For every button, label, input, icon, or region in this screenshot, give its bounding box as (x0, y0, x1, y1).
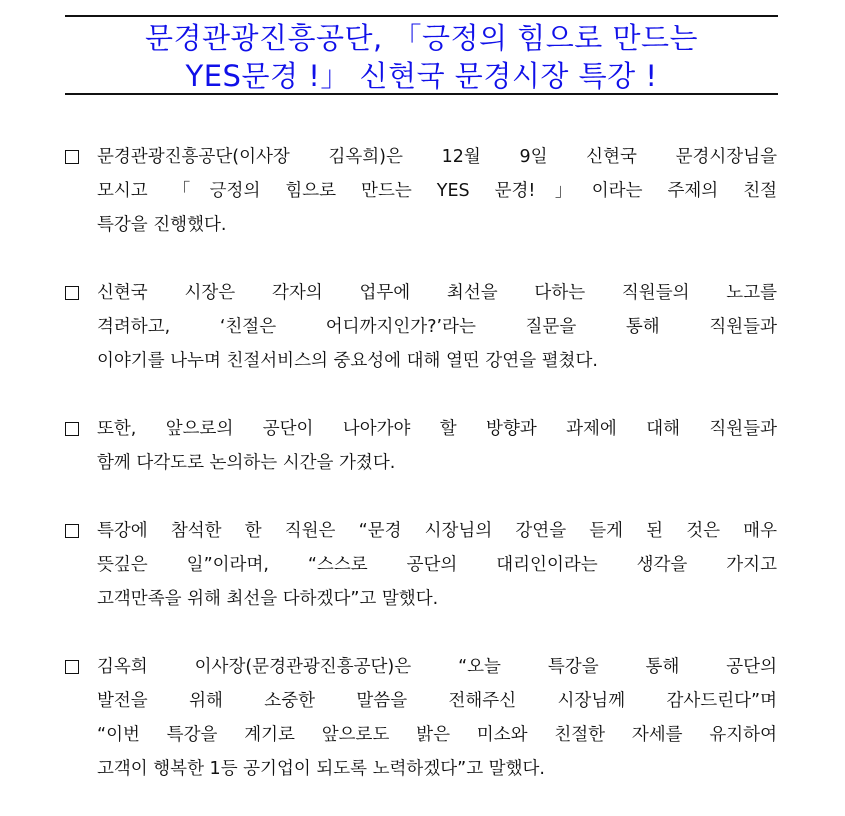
paragraph-line (65, 548, 777, 582)
paragraph-4 (65, 514, 777, 616)
paragraph-text: 문경관광진흥공단(이사장 김옥희)은 12월 9일 신현국 문경시장님을 (97, 147, 777, 167)
paragraph-text: 함께 다각도로 논의하는 시간을 가졌다. (97, 453, 396, 473)
paragraph-text: 신현국 시장은 각자의 업무에 최선을 다하는 직원들의 노고를 (97, 283, 777, 303)
paragraph-line (65, 276, 777, 310)
paragraph-text: 격려하고, ‘친절은 어디까지인가?’라는 질문을 통해 직원들과 (97, 317, 777, 337)
paragraph-text: 또한, 앞으로의 공단이 나아가야 할 방향과 과제에 대해 직원들과 (97, 419, 777, 439)
paragraph-2 (65, 276, 777, 378)
paragraph-line (65, 208, 777, 242)
checkbox-bullet-icon (65, 286, 79, 300)
paragraph-text: 특강에 참석한 한 직원은 “문경 시장님의 강연을 듣게 된 것은 매우 (97, 521, 777, 541)
paragraph-1 (65, 140, 777, 242)
paragraph-line (65, 412, 777, 446)
title-box (65, 15, 778, 95)
paragraph-text: 김옥희 이사장(문경관광진흥공단)은 “오늘 특강을 통해 공단의 (97, 657, 777, 677)
paragraph-line (65, 344, 777, 378)
paragraph-text: 고객이 행복한 1등 공기업이 되도록 노력하겠다”고 말했다. (97, 759, 545, 779)
paragraph-line (65, 752, 777, 786)
checkbox-bullet-icon (65, 422, 79, 436)
paragraph-line (65, 310, 777, 344)
paragraph-text: 특강을 진행했다. (97, 215, 227, 235)
checkbox-bullet-icon (65, 150, 79, 164)
title-line-2: YES문경 !」 신현국 문경시장 특강 ! (185, 59, 658, 93)
paragraph-text: 모시고 「긍정의 힘으로 만드는 YES 문경!」이라는 주제의 친절 (97, 181, 777, 201)
paragraph-line (65, 174, 777, 208)
paragraph-5 (65, 650, 777, 786)
paragraph-line (65, 650, 777, 684)
paragraph-text: 뜻깊은 일”이라며, “스스로 공단의 대리인이라는 생각을 가지고 (97, 555, 777, 575)
paragraph-text: 이야기를 나누며 친절서비스의 중요성에 대해 열띤 강연을 펼쳤다. (97, 351, 598, 371)
paragraph-line (65, 718, 777, 752)
paragraph-line (65, 446, 777, 480)
paragraph-line (65, 684, 777, 718)
title-line-1: 문경관광진흥공단, 「긍정의 힘으로 만드는 (144, 21, 699, 55)
paragraph-text: 고객만족을 위해 최선을 다하겠다”고 말했다. (97, 589, 439, 609)
paragraph-3 (65, 412, 777, 480)
paragraph-line (65, 514, 777, 548)
checkbox-bullet-icon (65, 524, 79, 538)
paragraph-text: 발전을 위해 소중한 말씀을 전해주신 시장님께 감사드린다”며 (97, 691, 777, 711)
checkbox-bullet-icon (65, 660, 79, 674)
paragraph-line (65, 140, 777, 174)
paragraph-text: “이번 특강을 계기로 앞으로도 밝은 미소와 친절한 자세를 유지하여 (97, 725, 777, 745)
paragraph-line (65, 582, 777, 616)
